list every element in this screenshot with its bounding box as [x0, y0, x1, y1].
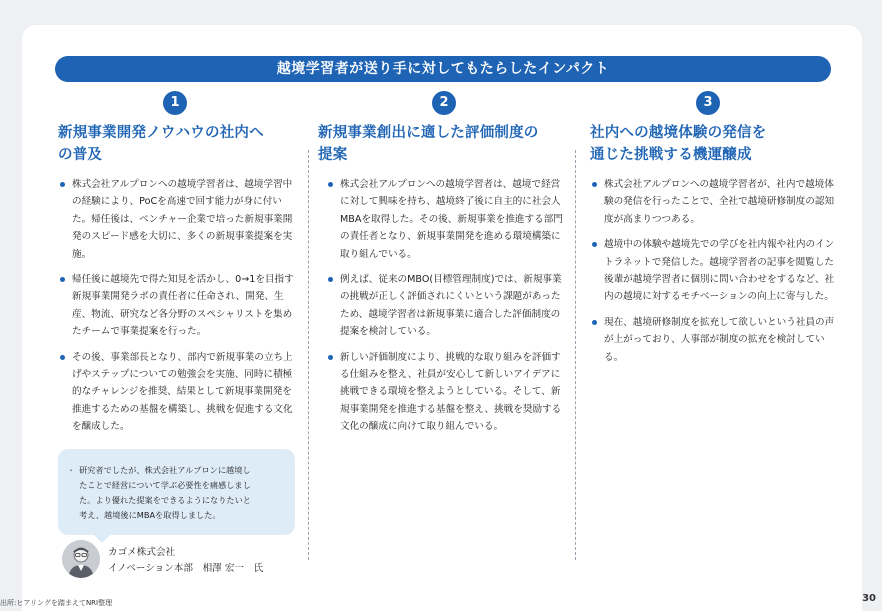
- speaker-company: カゴメ株式会社: [108, 547, 176, 558]
- column-2-title-line2: 提案: [318, 147, 348, 163]
- column-2-bullets: [318, 176, 566, 436]
- column-1-title-line2: の普及: [58, 147, 103, 163]
- column-1-title-line1: 新規事業開発ノウハウの社内へ: [58, 125, 264, 141]
- banner-title: 越境学習者が送り手に対してもたらしたインパクト: [55, 56, 831, 82]
- column-3: [590, 122, 838, 374]
- column-2-title: [318, 122, 566, 166]
- column-3-title: [590, 122, 838, 166]
- bullet-item: 株式会社アルプロンへの越境学習者は、越境学習中の経験により、PoCを高速で回す能力が身に付いた。帰任後は、ベンチャー企業で培った新規事業開発のスピード感を大切に、多くの新規事業提案を実施。: [58, 176, 298, 263]
- bullet-item: 越境中の体験や越境先での学びを社内報や社内のイントラネットで発信した。越境学習者の記事を閲覧した後輩が越境学習者に個別に問い合わせをするなど、社内の越境に対するモチベーションの向上に寄与した。: [590, 236, 838, 306]
- bullet-item: 株式会社アルプロンへの越境学習者は、越境で経営に対して興味を持ち、越境終了後に自主的に社会人MBAを取得した。その後、新規事業を推進する部門の責任者となり、新規事業開発を進める環境構築に取り組んでいる。: [326, 176, 566, 263]
- column-3-number: 3: [696, 91, 720, 115]
- column-2: [318, 122, 566, 444]
- quote-line: 研究者でしたが、株式会社アルプロンに越境し: [79, 465, 251, 475]
- column-1-title: [58, 122, 298, 166]
- page-number: 30: [862, 593, 876, 604]
- column-2-title-line1: 新規事業創出に適した評価制度の: [318, 125, 539, 141]
- quote-bubble: [58, 449, 295, 535]
- quote-line: 考え、越境後にMBAを取得しました。: [79, 510, 221, 520]
- bullet-item: 新しい評価制度により、挑戦的な取り組みを評価する仕組みを整え、社員が安心して新しいアイデアに挑戦できる環境を整えようとしている。そして、新規事業開発を推進する基盤を整え、挑戦を奨励する文化の醸成に向けて取り組んでいる。: [326, 349, 566, 436]
- source-note: 出所:ヒアリングを踏まえてNRI整理: [0, 599, 113, 607]
- column-divider-2: [575, 150, 576, 560]
- column-3-title-line2: 通じた挑戦する機運醸成: [590, 147, 752, 163]
- person-avatar-icon: [62, 540, 100, 578]
- bullet-item: 株式会社アルプロンへの越境学習者が、社内で越境体験の発信を行ったことで、全社で越境研修制度の認知度が高まりつつある。: [590, 176, 838, 228]
- column-divider-1: [308, 150, 309, 560]
- bullet-item: 例えば、従来のMBO(目標管理制度)では、新規事業の挑戦が正しく評価されにくいという課題があったため、越境学習者は新規事業に適合した評価制度の提案を検討している。: [326, 271, 566, 341]
- bullet-item: 帰任後に越境先で得た知見を活かし、0→1を目指す新規事業開発ラボの責任者に任命され、開発、生産、物流、研究など各分野のスペシャリストを集めたチームで事業提案を行った。: [58, 271, 298, 341]
- quote-line: た。より優れた提案をできるようになりたいと: [79, 495, 251, 505]
- quote-line: たことで経営について学ぶ必要性を痛感しまし: [79, 480, 251, 490]
- column-3-title-line1: 社内への越境体験の発信を: [590, 125, 767, 141]
- column-3-bullets: [590, 176, 838, 366]
- bullet-item: 現在、越境研修制度を拡充して欲しいという社員の声が上がっており、人事部が制度の拡充を検討している。: [590, 314, 838, 366]
- quote-text: [70, 463, 285, 523]
- column-2-number: 2: [432, 91, 456, 115]
- bullet-item: その後、事業部長となり、部内で新規事業の立ち上げやステップについての勉強会を実施、同時に積極的なチャレンジを推奨、結果として新規事業開発を推進するための基盤を構築し、挑戦を促進する文化を醸成した。: [58, 349, 298, 436]
- column-1-bullets: [58, 176, 298, 436]
- speaker-name: イノベーション本部 相澤 宏一 氏: [108, 563, 264, 574]
- speaker-info: [108, 545, 263, 577]
- column-1-number: 1: [163, 91, 187, 115]
- column-1: [58, 122, 298, 444]
